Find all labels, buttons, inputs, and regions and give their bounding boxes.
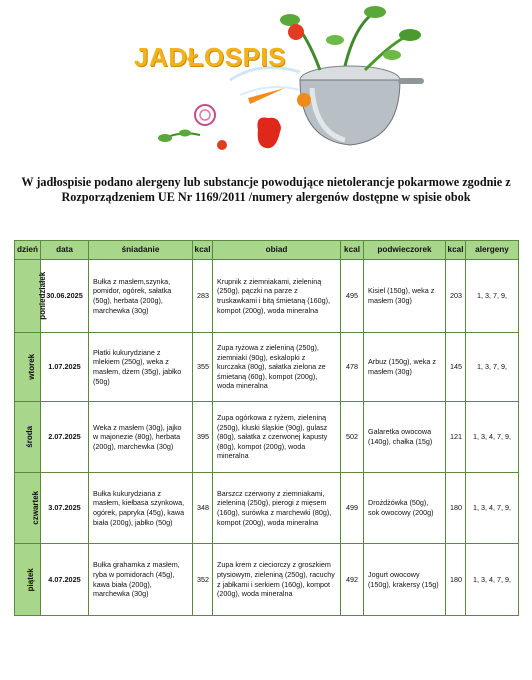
day-label: poniedziałek — [38, 271, 48, 321]
snack-cell: Drożdżówka (50g), sok owocowy (200g) — [364, 473, 446, 544]
day-label: środa — [25, 426, 35, 448]
snack-kcal-cell: 203 — [446, 260, 466, 333]
day-cell — [15, 333, 41, 402]
allergens-cell: 1, 3, 7, 9, — [466, 260, 519, 333]
lunch-cell: Barszcz czerwony z ziemniakami, zieleniną (250g), pierogi z mięsem (160g), surówka z marchewki (80g), kompot (200g), woda mineralna — [213, 473, 341, 544]
snack-kcal-cell: 180 — [446, 473, 466, 544]
table-row — [15, 544, 519, 616]
menu-table — [14, 240, 519, 616]
snack-kcal-cell: 145 — [446, 333, 466, 402]
date-cell: 3.07.2025 — [41, 473, 89, 544]
lunch-cell: Zupa ogórkowa z ryżem, zieleniną (250g), kluski śląskie (90g), gulasz (80g), sałatka z czerwonej kapusty (80g), kompot (200g), woda mineralna — [213, 402, 341, 473]
breakfast-cell: Płatki kukurydziane z mlekiem (250g), weka z masłem, dżem (35g), jabłko (50g) — [89, 333, 193, 402]
header-date: data — [41, 241, 89, 260]
breakfast-kcal-cell: 395 — [193, 402, 213, 473]
breakfast-cell: Weka z masłem (30g), jajko w majonezie (80g), herbata (200g), marchewka (30g) — [89, 402, 193, 473]
allergen-notice: W jadłospisie podano alergeny lub substancje powodujące nietolerancje pokarmowe zgodnie z Rozporządzeniem UE Nr 1169/2011 /numery alergenów dostępne w spisie obok — [21, 175, 511, 204]
header-breakfast-kcal: kcal — [193, 241, 213, 260]
date-cell: 1.07.2025 — [41, 333, 89, 402]
allergens-cell: 1, 3, 4, 7, 9, — [466, 402, 519, 473]
day-cell — [15, 473, 41, 544]
allergens-cell: 1, 3, 7, 9, — [466, 333, 519, 402]
header-lunch: obiad — [213, 241, 341, 260]
table-header-row — [15, 241, 519, 260]
day-cell — [15, 402, 41, 473]
snack-cell: Arbuz (150g), weka z masłem (30g) — [364, 333, 446, 402]
breakfast-cell: Bułka grahamka z masłem, ryba w pomidorach (45g), kawa biała (200g), marchewka (30g) — [89, 544, 193, 616]
lunch-kcal-cell: 478 — [341, 333, 364, 402]
header-lunch-kcal: kcal — [341, 241, 364, 260]
lunch-kcal-cell: 495 — [341, 260, 364, 333]
breakfast-kcal-cell: 352 — [193, 544, 213, 616]
date-cell: 4.07.2025 — [41, 544, 89, 616]
allergens-cell: 1, 3, 4, 7, 9, — [466, 473, 519, 544]
breakfast-kcal-cell: 348 — [193, 473, 213, 544]
snack-kcal-cell: 121 — [446, 402, 466, 473]
table-row — [15, 402, 519, 473]
header-day: dzień — [15, 241, 41, 260]
breakfast-cell: Bułka z masłem,szynka, pomidor, ogórek, sałatka (50g), herbata (200g), marchewka (30g) — [89, 260, 193, 333]
table-row — [15, 473, 519, 544]
lunch-kcal-cell: 492 — [341, 544, 364, 616]
day-cell — [15, 544, 41, 616]
day-cell — [15, 260, 48, 333]
header-allergens: alergeny — [466, 241, 519, 260]
lunch-kcal-cell: 499 — [341, 473, 364, 544]
breakfast-kcal-cell: 283 — [193, 260, 213, 333]
date-cell: 2.07.2025 — [41, 402, 89, 473]
table-row — [15, 333, 519, 402]
breakfast-cell: Bułka kukurydziana z masłem, kiełbasa szynkowa, ogórek, papryka (45g), kawa biała (200g), jabłko (50g) — [89, 473, 193, 544]
allergens-cell: 1, 3, 4, 7, 9, — [466, 544, 519, 616]
table-row — [15, 260, 519, 333]
header-snack: podwieczorek — [364, 241, 446, 260]
lunch-kcal-cell: 502 — [341, 402, 364, 473]
snack-cell: Galaretka owocowa (140g), chałka (15g) — [364, 402, 446, 473]
breakfast-kcal-cell: 355 — [193, 333, 213, 402]
page-title: JADŁOSPIS — [134, 42, 286, 72]
date-cell: 30.06.2025 — [41, 260, 89, 333]
snack-cell: Jogurt owocowy (150g), krakersy (15g) — [364, 544, 446, 616]
vegetable-pot-illustration — [0, 0, 532, 165]
lunch-cell: Zupa krem z cieciorczy z groszkiem ptysiowym, zieleniną (250g), racuchy z jabłkami i serkiem (160g), kompot (200g), woda mineralna — [213, 544, 341, 616]
snack-kcal-cell: 180 — [446, 544, 466, 616]
snack-cell: Kisiel (150g), weka z masłem (30g) — [364, 260, 446, 333]
lunch-cell: Zupa ryżowa z zieleniną (250g), ziemniaki (90g), eskalopki z kurczaka (80g), sałatka zielona ze śmietaną (60g), kompot (200g), woda mineralna — [213, 333, 341, 402]
header-breakfast: śniadanie — [89, 241, 193, 260]
lunch-cell: Krupnik z ziemniakami, zieleniną (250g), pączki na parze z truskawkami i bitą śmietaną (160g), kompot (200g), woda mineralna — [213, 260, 341, 333]
day-label: piątek — [25, 567, 35, 592]
header-snack-kcal: kcal — [446, 241, 466, 260]
day-label: czwartek — [31, 491, 41, 525]
day-label: wtorek — [27, 354, 37, 380]
header-banner — [0, 0, 532, 165]
